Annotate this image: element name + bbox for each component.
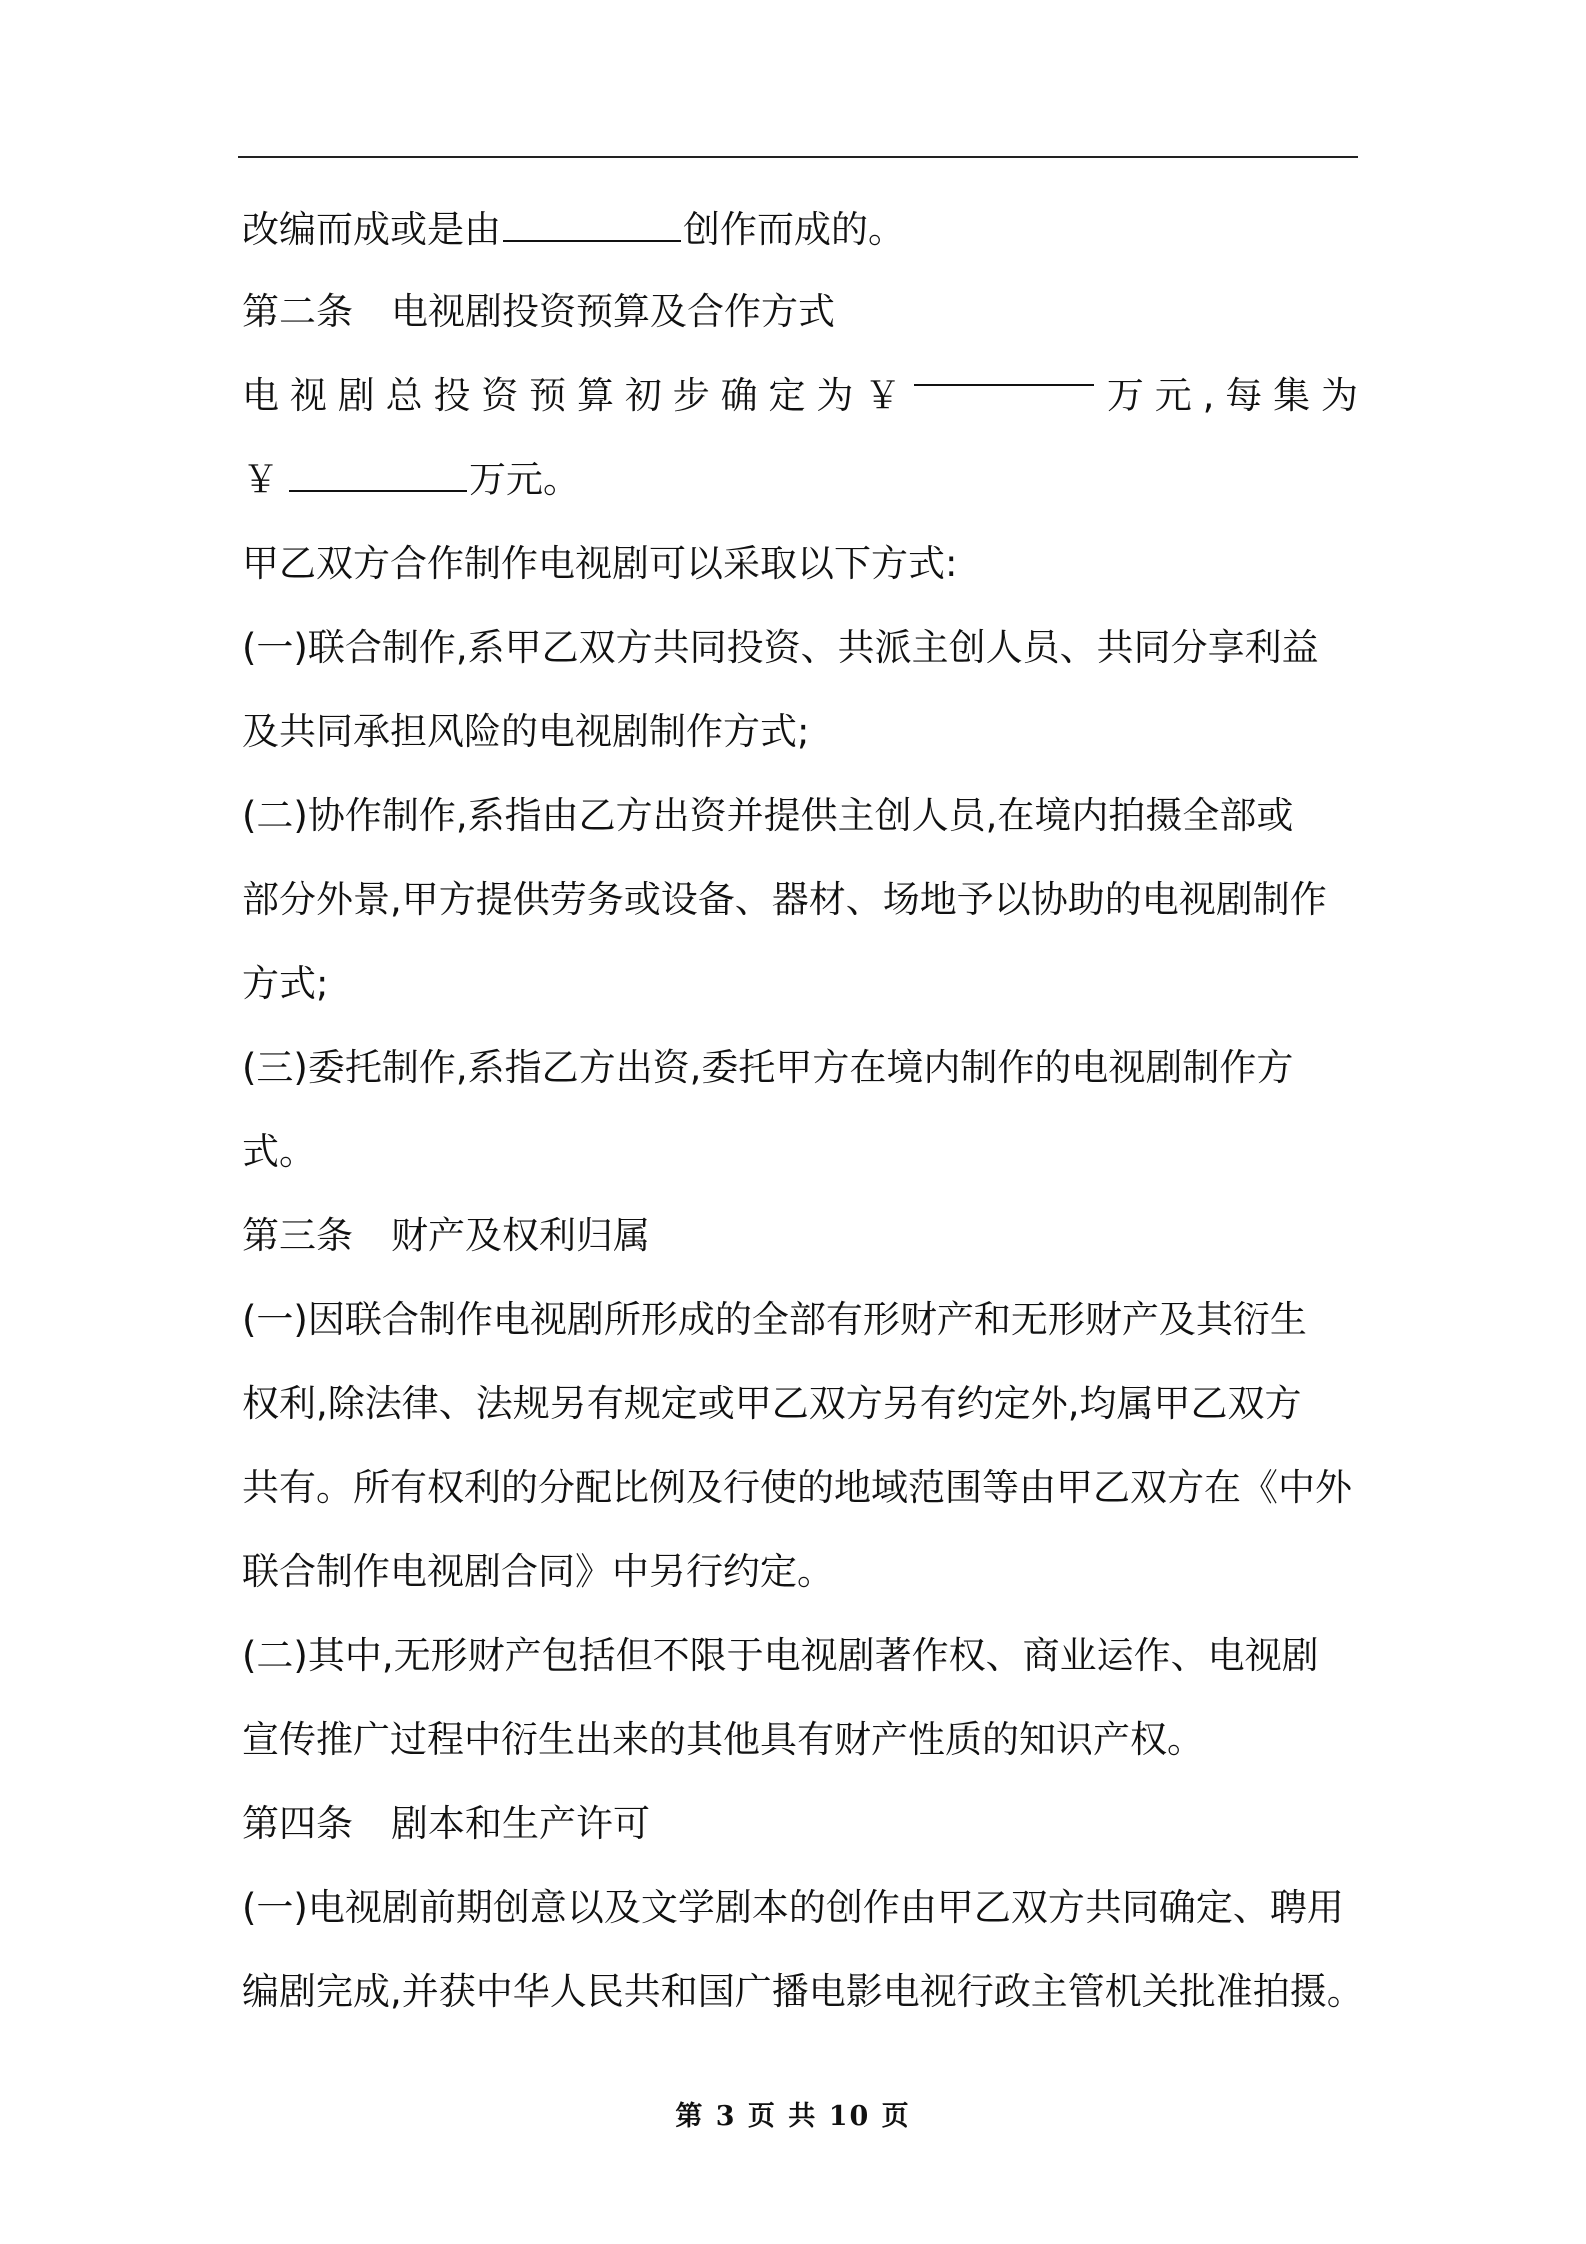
char: 投	[433, 374, 471, 417]
char: ,	[1202, 374, 1215, 417]
article-2-heading	[242, 270, 1358, 354]
char: 为	[816, 374, 854, 417]
text-segment: 改编而成或是由	[242, 208, 501, 251]
header-rule	[238, 156, 1358, 158]
text-line-19: 宣传推广过程中衍生出来的其他具有财产性质的知识产权。	[242, 1718, 1204, 1761]
text-line-9: 部分外景,甲方提供劳务或设备、器材、场地予以协助的电视剧制作	[242, 878, 1327, 921]
text-line-1	[242, 188, 1358, 272]
text-line-12: 式。	[242, 1130, 316, 1173]
article-number: 第二条	[242, 290, 353, 333]
text-segment: 万元。	[469, 458, 580, 501]
char: 定	[768, 374, 806, 417]
char: 资	[481, 374, 519, 417]
text-line-7: 及共同承担风险的电视剧制作方式;	[242, 710, 810, 753]
char: 电	[242, 374, 279, 417]
char: 初	[624, 374, 662, 417]
article-3-heading	[242, 1194, 1358, 1278]
article-title: 剧本和生产许可	[391, 1802, 650, 1845]
article-title: 财产及权利归属	[391, 1214, 650, 1257]
text-line-10: 方式;	[242, 962, 329, 1005]
char: ￥	[864, 374, 902, 417]
char: 视	[289, 374, 327, 417]
text-line-5: 甲乙双方合作制作电视剧可以采取以下方式:	[242, 542, 958, 585]
text-line-17: 联合制作电视剧合同》中另行约定。	[242, 1550, 834, 1593]
text-line-21: (一)电视剧前期创意以及文学剧本的创作由甲乙双方共同确定、聘用	[242, 1886, 1344, 1929]
text-line-16: 共有。所有权利的分配比例及行使的地域范围等由甲乙双方在《中外	[242, 1466, 1352, 1509]
text-line-14: (一)因联合制作电视剧所形成的全部有形财产和无形财产及其衍生	[242, 1298, 1307, 1341]
text-line-18: (二)其中,无形财产包括但不限于电视剧著作权、商业运作、电视剧	[242, 1634, 1319, 1677]
fill-in-blank	[914, 354, 1094, 386]
page-number-footer: 第 3 页 共 10 页	[675, 2101, 911, 2132]
text-segment: 创作而成的。	[683, 208, 905, 251]
char: 为	[1320, 374, 1358, 417]
char: 元	[1154, 374, 1192, 417]
article-number: 第三条	[242, 1214, 353, 1257]
article-4-heading	[242, 1782, 1358, 1866]
char: 集	[1273, 374, 1311, 417]
text-line-22: 编剧完成,并获中华人民共和国广播电影电视行政主管机关批准拍摄。	[242, 1970, 1364, 2013]
char: 每	[1225, 374, 1263, 417]
article-title: 电视剧投资预算及合作方式	[391, 290, 835, 333]
text-line-15: 权利,除法律、法规另有规定或甲乙双方另有约定外,均属甲乙双方	[242, 1382, 1302, 1425]
char: 步	[672, 374, 710, 417]
text-line-4	[242, 438, 1358, 522]
char: 万	[1106, 374, 1144, 417]
char: 预	[529, 374, 567, 417]
text-line-11: (三)委托制作,系指乙方出资,委托甲方在境内制作的电视剧制作方	[242, 1046, 1294, 1089]
text-line-8: (二)协作制作,系指由乙方出资并提供主创人员,在境内拍摄全部或	[242, 794, 1294, 837]
char: 算	[577, 374, 615, 417]
char: 确	[720, 374, 758, 417]
text-line-6: (一)联合制作,系甲乙双方共同投资、共派主创人员、共同分享利益	[242, 626, 1319, 669]
text-line-3	[242, 354, 1358, 438]
char: 剧	[337, 374, 375, 417]
text-segment: ￥	[242, 458, 279, 501]
char: 总	[385, 374, 423, 417]
fill-in-blank	[503, 210, 681, 242]
article-number: 第四条	[242, 1802, 353, 1845]
fill-in-blank	[289, 460, 467, 492]
